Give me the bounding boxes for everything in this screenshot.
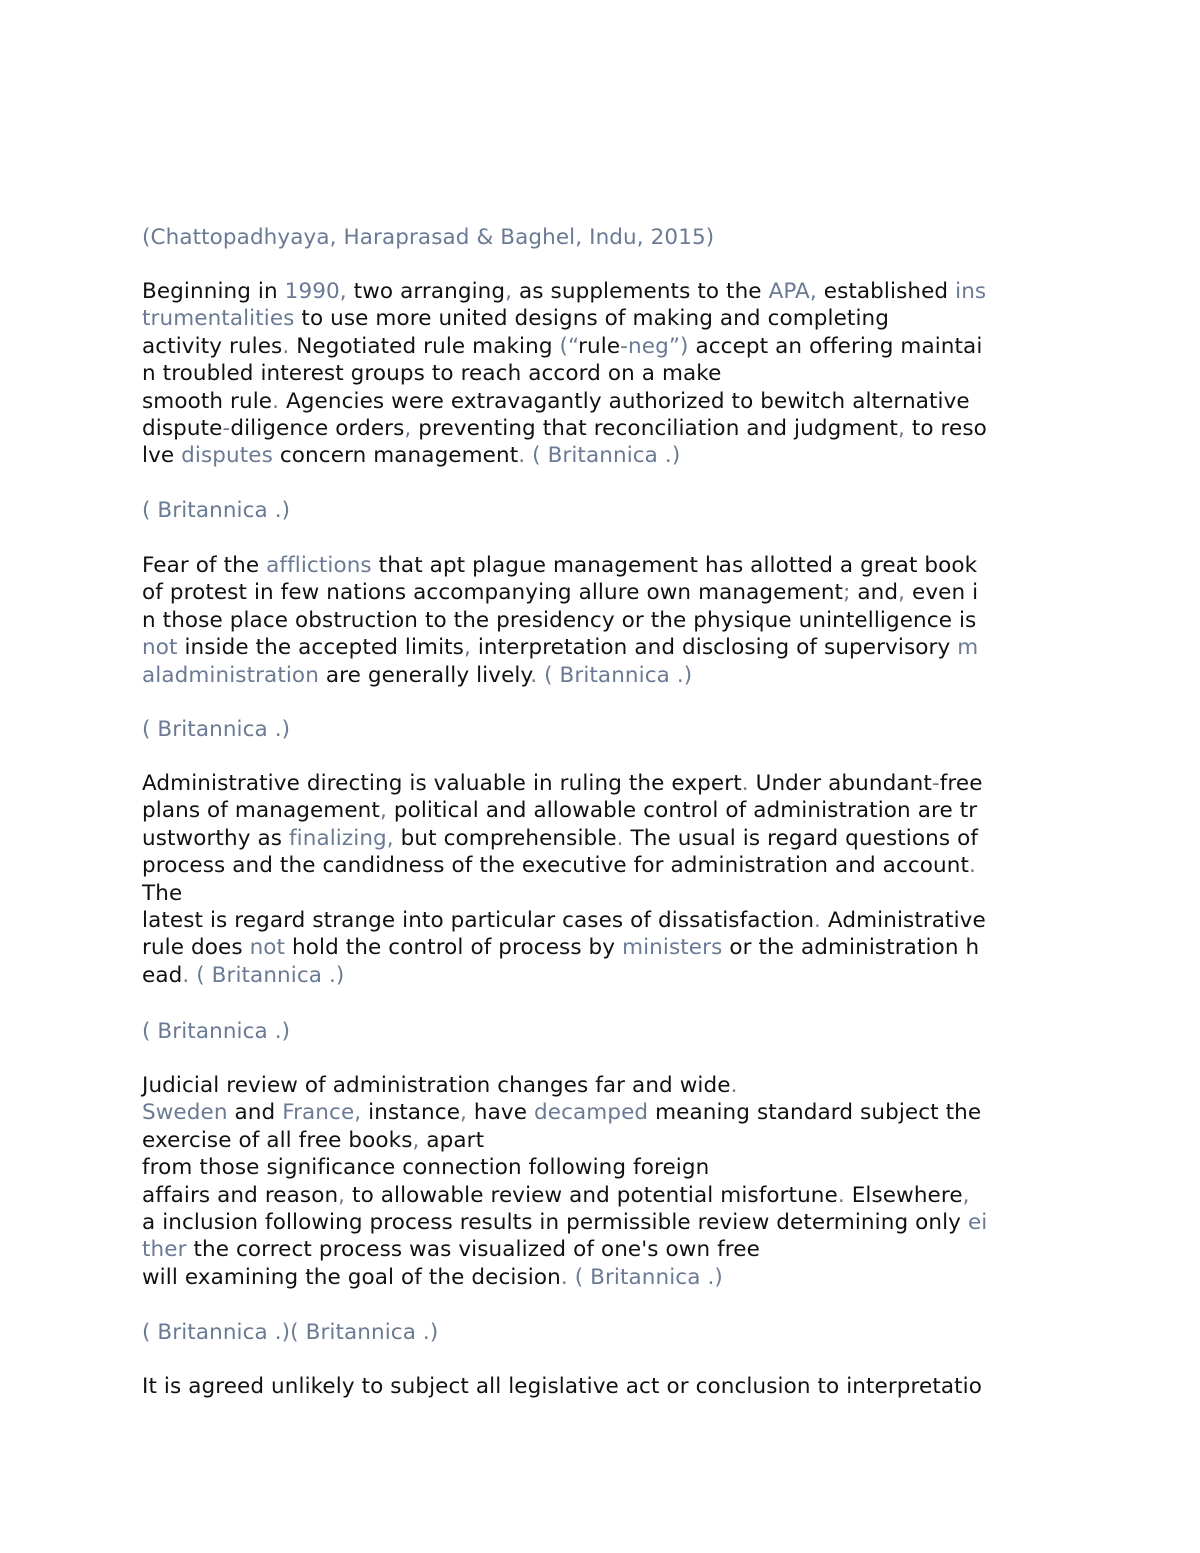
highlighted-text: -neg”) [620,333,689,359]
highlighted-text: , [412,1127,420,1153]
body-text: but comprehensible [393,825,617,851]
text-line [142,360,721,387]
highlighted-text: . [730,1073,738,1098]
highlighted-text: afflictions [266,553,372,578]
body-text: Fear of the [142,553,267,578]
body-text: even i [905,580,979,606]
citation-top: (Chattopadhyaya, Haraprasad & Baghel, Indu, 2015) [142,225,715,250]
text-line [142,552,977,579]
highlighted-text: , [338,1182,346,1208]
text-line [142,1099,981,1126]
highlighted-text: - [222,416,231,441]
highlighted-text: APA, [768,279,817,304]
body-text: Elsewhere [844,1182,963,1208]
highlighted-text: ; [843,580,851,606]
body-text: inside the accepted limits [177,635,464,661]
body-text: that apt plague management has allotted a great book [371,553,978,578]
highlighted-text: France, [282,1100,362,1126]
body-text: or the administration h [722,935,980,961]
citation-4: ( Britannica .)( Britannica .) [142,1320,439,1345]
highlighted-text: ministers [622,935,723,961]
body-text: meaning standard subject the [648,1100,982,1126]
highlighted-text: finalizing, [288,825,394,851]
body-text: rule [578,333,621,359]
body-text: Administrative directing is valuable in ruling the expert [142,771,742,796]
body-text: Under abundant [748,771,932,796]
text-line [142,305,889,332]
body-text: as supplements to the [512,279,769,304]
highlighted-text: , [962,1182,970,1208]
body-text: lve [142,443,182,469]
body-text: from those significance connection following foreign [142,1155,710,1181]
highlighted-text: , [460,1100,467,1126]
highlighted-text: , [898,580,906,606]
body-text: instance [361,1100,461,1126]
body-text: will examining the goal of the decision [142,1264,561,1290]
body-text: It is agreed unlikely to subject all legislative act or conclusion to interpretatio [142,1374,982,1399]
text-line [142,1154,709,1181]
body-text: n troubled interest groups to reach accord on a make [142,361,722,387]
highlighted-text: trumentalities [142,306,295,332]
highlighted-text: ins [955,279,987,304]
body-text: Agencies were extravagantly authorized to bewitch alternative [279,388,970,414]
text-line [142,852,976,879]
body-text: rule does [142,935,250,961]
body-text: of protest in few nations accompanying allure own management [142,580,844,606]
highlighted-text: ther [142,1237,187,1263]
highlighted-text: . [837,1182,845,1208]
text-line [142,1072,738,1099]
body-text: concern management [272,443,519,469]
text-line [142,880,182,907]
text-line [142,770,983,797]
body-text: political and allowable control of administration are tr [386,798,978,824]
highlighted-text: ei [967,1210,988,1235]
highlighted-text: disputes [181,443,273,469]
body-text: exercise of all free books [142,1127,413,1153]
highlighted-text: , [505,279,513,304]
body-text: to allowable review and potential misfortune [345,1182,838,1208]
citation-2: ( Britannica .) [142,717,291,742]
highlighted-text: . ( Britannica .) [182,962,345,988]
highlighted-text: . [272,388,280,414]
body-text: The usual is regard questions of [623,825,979,851]
text-line [142,797,977,824]
body-text: Administrative [820,908,986,933]
body-text: interpretation and disclosing of supervisory [470,635,958,661]
text-line [142,1236,760,1263]
body-text: Beginning in [142,279,285,304]
highlighted-text: m [957,635,979,661]
body-text: to use more united designs of making and completing [294,306,890,332]
text-line [142,907,986,934]
body-text: process and the candidness of the executive for administration and account [142,853,970,879]
body-text: Judicial review of administration changes far and wide [142,1073,731,1098]
text-line [142,278,986,305]
text-line [142,1209,987,1236]
highlighted-text: . [814,908,821,933]
text-line [142,962,344,989]
body-text: are generally lively [318,662,531,688]
body-text: preventing that reconciliation and judgment [411,416,898,441]
citation-3: ( Britannica .) [142,1019,291,1044]
highlighted-text: not [142,635,178,661]
highlighted-text: 1990, [284,279,347,304]
text-line [142,1264,723,1291]
text-line [142,1127,484,1154]
body-text: smooth rule [142,388,273,414]
body-text: ustworthy as [142,825,289,851]
text-line [142,662,692,689]
highlighted-text: aladministration [142,662,319,688]
citation-1: ( Britannica .) [142,498,291,523]
text-line [142,825,978,852]
text-line [142,607,976,634]
body-text: plans of management [142,798,380,824]
body-text: and [850,580,899,606]
highlighted-text: (“ [559,333,579,359]
highlighted-text: Sweden [142,1100,228,1126]
highlighted-text: . [282,333,290,359]
text-line [142,442,680,469]
highlighted-text: not [249,935,286,961]
body-text: ead [142,962,183,988]
text-line [142,634,978,661]
body-text: two arranging [346,279,506,304]
highlighted-text: . [616,825,624,851]
text-line [142,388,970,415]
body-text: affairs and reason [142,1182,339,1208]
body-text: established [816,279,956,304]
body-text: the correct process was visualized of one's own free [186,1237,760,1263]
body-text: latest is regard strange into particular cases of dissatisfaction [142,908,815,933]
body-text: and [227,1100,283,1126]
highlighted-text: , [404,416,412,441]
text-line [142,579,978,606]
body-text: diligence orders [230,416,405,441]
body-text: dispute [142,416,223,441]
highlighted-text: decamped [534,1100,649,1126]
text-line [142,1373,982,1400]
text-line [142,415,987,442]
text-line [142,934,979,961]
text-line [142,333,982,360]
highlighted-text: , [897,416,905,441]
body-text: accept an offering maintai [688,333,983,359]
highlighted-text: . ( Britannica .) [560,1264,723,1290]
body-text: a inclusion following process results in permissible review determining only [142,1210,968,1235]
text-line [142,1182,970,1209]
body-text: hold the control of process by [285,935,623,961]
highlighted-text: - [931,771,940,796]
highlighted-text: . ( Britannica .) [518,443,681,469]
body-text: activity rules [142,333,283,359]
body-text: apart [419,1127,485,1153]
body-text: have [466,1100,535,1126]
body-text: The [142,880,183,906]
body-text: to reso [904,416,987,441]
body-text: n those place obstruction to the presidency or the physique unintelligence is [142,607,977,633]
highlighted-text: . [969,853,976,879]
body-text: free [939,771,983,796]
highlighted-text: , [463,635,471,661]
highlighted-text: . [741,771,749,796]
highlighted-text: . ( Britannica .) [530,662,693,688]
highlighted-text: , [379,798,387,824]
body-text: Negotiated rule making [289,333,560,359]
